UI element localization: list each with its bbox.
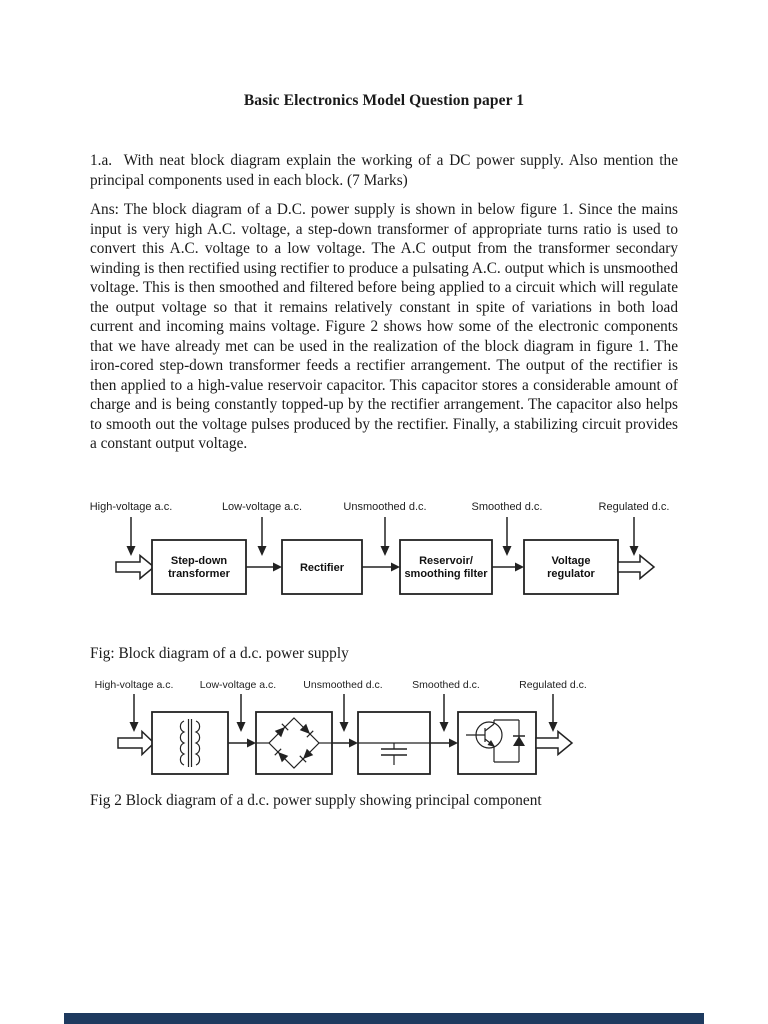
question-text: 1.a. With neat block diagram explain the working of a DC power supply. Also mention the principal components used in each block. (7 Marks) xyxy=(90,152,678,189)
fig1-signal-label-unsmoothed-dc: Unsmoothed d.c. xyxy=(343,501,427,513)
fig2-input-arrow xyxy=(118,732,154,755)
footer-bar xyxy=(64,1013,704,1024)
fig1-block-label: Step-down xyxy=(170,555,228,567)
fig2-down-arrow-5 xyxy=(549,694,558,732)
figure1-svg xyxy=(0,498,768,610)
fig1-block-reservoir-smoothing-filter xyxy=(400,540,492,594)
fig2-signal-label-smoothed-dc: Smoothed d.c. xyxy=(412,679,480,691)
fig1-block-voltage-regulator xyxy=(524,540,618,594)
fig2-signal-label-high-voltage-ac: High-voltage a.c. xyxy=(94,679,174,691)
fig1-down-arrow-4 xyxy=(503,517,512,556)
fig2-wire-1 xyxy=(228,739,256,748)
fig1-block-label: Reservoir/ xyxy=(419,555,473,567)
fig1-block-label: transformer xyxy=(168,568,230,580)
transformer-symbol xyxy=(152,712,228,774)
fig1-output-arrow xyxy=(618,556,654,579)
figure1-block-diagram xyxy=(0,498,768,610)
voltage-regulator-symbol xyxy=(458,712,536,774)
fig2-down-arrow-3 xyxy=(340,694,349,732)
fig1-input-arrow xyxy=(116,556,154,579)
figure1-caption: Fig: Block diagram of a d.c. power supply xyxy=(90,645,349,662)
page-title: Basic Electronics Model Question paper 1 xyxy=(243,92,525,109)
fig1-signal-label-smoothed-dc: Smoothed d.c. xyxy=(471,501,543,513)
fig1-down-arrow-2 xyxy=(258,517,267,556)
fig2-signal-label-unsmoothed-dc: Unsmoothed d.c. xyxy=(303,679,383,691)
fig2-wire-2 xyxy=(332,739,358,748)
fig2-signal-label-low-voltage-ac: Low-voltage a.c. xyxy=(199,679,277,691)
fig1-block-label: Rectifier xyxy=(299,562,345,574)
capacitor-symbol xyxy=(358,712,430,774)
fig1-down-arrow-1 xyxy=(127,517,136,556)
fig1-block-label: regulator xyxy=(547,568,595,580)
fig1-wire-3 xyxy=(492,563,524,572)
fig1-down-arrow-3 xyxy=(381,517,390,556)
fig1-block-step-down-transformer xyxy=(152,540,246,594)
bridge-rectifier-symbol xyxy=(256,712,332,774)
fig1-block-label: smoothing filter xyxy=(404,568,488,580)
fig1-wire-1 xyxy=(246,563,282,572)
fig1-down-arrow-5 xyxy=(630,517,639,556)
fig2-signal-label-regulated-dc: Regulated d.c. xyxy=(519,679,587,691)
fig1-signal-label-low-voltage-ac: Low-voltage a.c. xyxy=(221,501,303,513)
answer-text: Ans: The block diagram of a D.C. power supply is shown in below figure 1. Since the mains input is very high A.C. voltage, a step-down transformer of appropriate turns ratio is used to convert this A.C. voltage to a low voltage. The A.C output from the transformer secondary winding is then rectified using rectifier to produce a pulsating A.C. output which is unsmoothed voltage. This is then smoothed and filtered before being applied to a circuit which will regulate the output voltage so that it remains relatively constant in spite of variations in both load current and incoming mains voltage. Figure 2 shows how some of the electronic components that we have already met can be used in the realization of the block diagram in figure 1. The iron-cored step-down transformer feeds a rectifier arrangement. The output of the rectifier is then applied to a high-value reservoir capacitor. This capacitor stores a considerable amount of charge and is being constantly topped-up by the rectifier arrangement. The capacitor also helps to smooth out the voltage pulses produced by the rectifier. Finally, a stabilizing circuit provides a constant output voltage. xyxy=(90,201,678,452)
figure2-svg xyxy=(0,676,768,794)
fig1-wire-2 xyxy=(362,563,400,572)
fig2-down-arrow-4 xyxy=(440,694,449,732)
fig1-block-label: Voltage xyxy=(551,555,591,567)
figure2-component-diagram xyxy=(0,676,768,794)
fig2-down-arrow-2 xyxy=(237,694,246,732)
fig2-output-arrow xyxy=(536,732,572,755)
fig2-down-arrow-1 xyxy=(130,694,139,732)
fig2-wire-3 xyxy=(430,739,458,748)
fig1-signal-label-regulated-dc: Regulated d.c. xyxy=(598,501,670,513)
figure2-caption: Fig 2 Block diagram of a d.c. power supply showing principal component xyxy=(90,792,542,809)
fig1-signal-label-high-voltage-ac: High-voltage a.c. xyxy=(89,501,173,513)
